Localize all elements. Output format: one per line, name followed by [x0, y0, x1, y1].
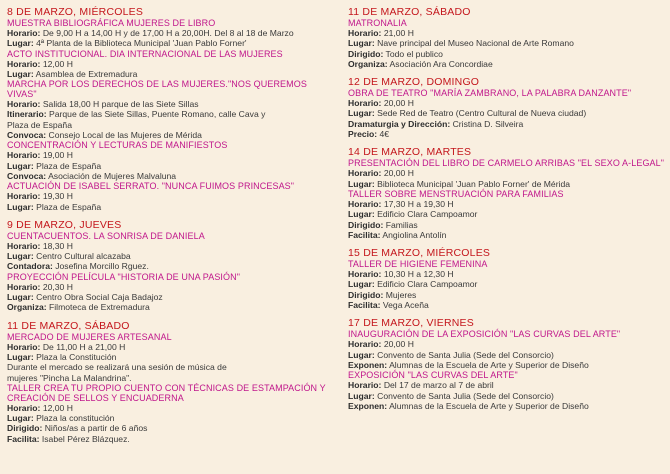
detail-value: 12,00 H — [40, 402, 73, 413]
event-detail-row — [348, 339, 666, 349]
detail-label: Itinerario: — [7, 109, 47, 120]
detail-label: Dramaturgia y Dirección: — [348, 118, 451, 129]
event-detail-row — [348, 401, 666, 411]
event-block — [7, 231, 337, 272]
detail-value: Plaza la Constitución — [33, 351, 117, 362]
event-detail-row — [7, 59, 337, 69]
detail-value: Cristina D. Silveira — [450, 118, 524, 129]
detail-value: Consejo Local de las Mujeres de Mérida — [46, 130, 202, 141]
detail-value: Filmoteca de Extremadura — [46, 302, 150, 313]
event-block — [7, 383, 337, 444]
event-title: MERCADO DE MUJERES ARTESANAL — [7, 331, 172, 342]
event-block — [7, 49, 337, 80]
detail-value: Parque de las Siete Sillas, Puente Romano, calle Cava y — [46, 109, 266, 120]
detail-value: Isabel Pérez Blázquez. — [39, 433, 130, 444]
detail-label: Exponen: — [348, 359, 388, 370]
event-detail-row — [7, 302, 337, 312]
detail-label: Exponen: — [348, 400, 388, 411]
detail-value: Del 17 de marzo al 7 de abril — [381, 380, 494, 391]
detail-value: Centro Obra Social Caja Badajoz — [33, 292, 163, 303]
detail-label: Lugar: — [348, 178, 375, 189]
event-detail-row — [7, 150, 337, 160]
detail-value: Asociación Ara Concordiae — [387, 58, 493, 69]
detail-label: Horario: — [7, 281, 41, 292]
detail-label: Horario: — [348, 198, 382, 209]
event-detail-row — [348, 300, 666, 310]
detail-label: Lugar: — [7, 38, 34, 49]
event-detail-row — [7, 403, 337, 413]
detail-value: 20,00 H — [381, 168, 414, 179]
event-detail-row — [7, 38, 337, 48]
event-detail-row — [348, 199, 666, 209]
event-title: MATRONALIA — [348, 18, 407, 28]
detail-value: 10,30 H a 12,30 H — [381, 269, 454, 280]
detail-value: Edificio Clara Campoamor — [374, 279, 478, 290]
event-title: TALLER SOBRE MENSTRUACIÓN PARA FAMILIAS — [348, 188, 564, 199]
day-section — [348, 6, 666, 69]
detail-label: Lugar: — [348, 349, 375, 360]
detail-value: 20,00 H — [381, 339, 414, 350]
day-date: 11 DE MARZO, SÁBADO — [7, 319, 130, 332]
event-title: OBRA DE TEATRO "MARÍA ZAMBRANO, LA PALABRA DANZANTE" — [348, 88, 632, 99]
event-detail-row — [348, 129, 666, 139]
event-detail-row — [7, 423, 337, 433]
event-detail-row — [348, 179, 666, 189]
event-title: CUENTACUENTOS. LA SONRISA DE DANIELA — [7, 230, 205, 241]
event-detail-row — [348, 230, 666, 240]
detail-label: Lugar: — [7, 251, 34, 262]
detail-value: Nave principal del Museo Nacional de Arte Romano — [374, 38, 574, 49]
detail-value: Durante el mercado se realizará una sesión de música de — [7, 362, 227, 373]
event-detail-row — [7, 161, 337, 171]
detail-value: Familias — [383, 219, 418, 230]
event-detail-row — [7, 99, 337, 109]
event-detail-row — [7, 28, 337, 38]
detail-label: Convoca: — [7, 130, 47, 141]
detail-label: Contadora: — [7, 261, 53, 272]
detail-value: 20,00 H — [381, 98, 414, 109]
detail-label: Lugar: — [7, 68, 34, 79]
detail-value: Josefina Morcillo Rguez. — [52, 261, 149, 272]
detail-label: Organiza: — [348, 58, 388, 69]
event-detail-row — [348, 279, 666, 289]
event-detail-row — [348, 350, 666, 360]
detail-value: 18,30 H — [40, 240, 73, 251]
detail-label: Lugar: — [7, 201, 34, 212]
event-detail-row — [7, 251, 337, 261]
detail-label: Horario: — [7, 341, 41, 352]
detail-label: Horario: — [7, 150, 41, 161]
day-date: 8 DE MARZO, MIÉRCOLES — [7, 6, 144, 18]
detail-value: Centro Cultural alcazaba — [33, 251, 131, 262]
detail-value: Sede Red de Teatro (Centro Cultural de Nueva ciudad) — [374, 108, 587, 119]
detail-label: Facilita: — [7, 433, 40, 444]
event-detail-row — [7, 69, 337, 79]
detail-label: Facilita: — [348, 229, 381, 240]
detail-value: Plaza de España — [33, 201, 102, 212]
detail-label: Horario: — [348, 339, 382, 350]
detail-value: 20,30 H — [40, 281, 73, 292]
detail-value: De 11,00 H a 21,00 H — [40, 341, 126, 352]
event-detail-row — [348, 168, 666, 178]
event-detail-row — [7, 191, 337, 201]
event-title: TALLER CREA TU PROPIO CUENTO CON TÉCNICAS DE ESTAMPACIÓN Y CREACIÓN DE SELLOS Y ENCUADERNA — [7, 382, 326, 403]
event-block — [348, 88, 666, 139]
event-detail-row — [348, 209, 666, 219]
detail-value: Plaza de España — [7, 119, 72, 130]
event-title: EXPOSICIÓN "LAS CURVAS DEL ARTE" — [348, 370, 518, 381]
event-title: TALLER DE HIGIENE FEMENINA — [348, 259, 488, 270]
detail-value: De 9,00 H a 14,00 H y de 17,00 H a 20,00H. Del 8 al 18 de Marzo — [40, 28, 294, 38]
detail-value: Asamblea de Extremadura — [33, 68, 138, 79]
event-detail-row — [7, 342, 337, 352]
detail-value: 19,30 H — [40, 191, 73, 202]
detail-label: Lugar: — [348, 390, 375, 401]
event-title: INAUGURACIÓN DE LA EXPOSICIÓN "LAS CURVAS DEL ARTE" — [348, 329, 621, 340]
event-detail-row — [348, 38, 666, 48]
detail-label: Dirigido: — [7, 423, 43, 434]
day-date: 11 DE MARZO, SÁBADO — [348, 6, 471, 18]
event-detail-row — [348, 49, 666, 59]
detail-label: Horario: — [348, 269, 382, 280]
right-column — [348, 6, 666, 418]
detail-label: Precio: — [348, 129, 378, 140]
detail-label: Horario: — [7, 191, 41, 202]
event-detail-row — [348, 119, 666, 129]
detail-value: Convento de Santa Julia (Sede del Consorcio) — [374, 349, 554, 360]
detail-value: 19,00 H — [40, 150, 73, 161]
detail-label: Lugar: — [7, 160, 34, 171]
detail-label: Horario: — [348, 28, 382, 38]
event-block — [348, 329, 666, 370]
detail-label: Dirigido: — [348, 289, 384, 300]
detail-value: Alumnas de la Escuela de Arte y Superior de Diseño — [387, 359, 589, 370]
detail-value: Biblioteca Municipal 'Juan Pablo Forner' de Mérida — [374, 178, 571, 189]
day-section — [348, 76, 666, 139]
event-title: MARCHA POR LOS DERECHOS DE LAS MUJERES."NOS QUEREMOS VIVAS" — [7, 79, 307, 100]
detail-label: Lugar: — [7, 292, 34, 303]
event-detail-row — [348, 98, 666, 108]
detail-value: Vega Aceña — [380, 300, 429, 311]
detail-label: Horario: — [348, 380, 382, 391]
event-block — [7, 332, 337, 383]
detail-label: Horario: — [348, 98, 382, 109]
event-title: PROYECCIÓN PELÍCULA "HISTORIA DE UNA PASIÓN" — [7, 271, 241, 282]
event-detail-row — [348, 290, 666, 300]
event-block — [348, 370, 666, 411]
left-column — [7, 6, 337, 451]
detail-value: Alumnas de la Escuela de Arte y Superior de Diseño — [387, 400, 589, 411]
event-detail-row — [7, 292, 337, 302]
day-date: 12 DE MARZO, DOMINGO — [348, 76, 480, 89]
event-detail-row — [348, 220, 666, 230]
event-title: ACTO INSTITUCIONAL. DIA INTERNACIONAL DE LAS MUJERES — [7, 48, 283, 59]
event-block — [7, 140, 337, 181]
detail-value: 17,30 H a 19,30 H — [381, 198, 454, 209]
event-detail-row — [7, 413, 337, 423]
event-detail-row — [7, 202, 337, 212]
day-date: 14 DE MARZO, MARTES — [348, 146, 472, 159]
event-detail-row — [7, 109, 337, 119]
event-block — [7, 181, 337, 212]
event-block — [348, 189, 666, 240]
detail-value: Todo el publico — [383, 48, 443, 59]
detail-label: Lugar: — [7, 413, 34, 424]
detail-label: Organiza: — [7, 302, 47, 313]
event-title: CONCENTRACIÓN Y LECTURAS DE MANIFIESTOS — [7, 140, 228, 151]
detail-label: Horario: — [348, 168, 382, 179]
detail-value: Plaza de España — [33, 160, 102, 171]
detail-value: Mujeres — [383, 289, 417, 300]
detail-label: Dirigido: — [348, 219, 384, 230]
detail-label: Lugar: — [348, 108, 375, 119]
day-date: 17 DE MARZO, VIERNES — [348, 317, 474, 330]
detail-value: Plaza la constitución — [33, 413, 115, 424]
day-date: 15 DE MARZO, MIÉRCOLES — [348, 247, 491, 260]
day-date: 9 DE MARZO, JUEVES — [7, 218, 122, 231]
day-section — [348, 247, 666, 310]
event-title: MUESTRA BIBLIOGRÁFICA MUJERES DE LIBRO — [7, 18, 216, 28]
event-detail-row — [348, 391, 666, 401]
event-detail-row — [7, 352, 337, 362]
event-detail-row — [7, 434, 337, 444]
event-block — [7, 79, 337, 140]
event-detail-row — [348, 59, 666, 69]
event-detail-row — [348, 28, 666, 38]
day-section — [348, 317, 666, 411]
detail-label: Lugar: — [348, 38, 375, 49]
event-detail-row — [7, 120, 337, 130]
detail-value: 12,00 H — [40, 58, 73, 69]
event-title: ACTUACIÓN DE ISABEL SERRATO. "NUNCA FUIMOS PRINCESAS" — [7, 181, 295, 192]
day-section — [348, 146, 666, 240]
event-detail-row — [348, 380, 666, 390]
detail-label: Horario: — [7, 99, 41, 110]
detail-value: Asociación de Mujeres Malvaluna — [46, 170, 177, 181]
detail-value: Angiolina Antolín — [380, 229, 447, 240]
event-detail-row — [7, 261, 337, 271]
detail-label: Lugar: — [7, 351, 34, 362]
event-detail-row — [348, 360, 666, 370]
detail-value: Edificio Clara Campoamor — [374, 209, 478, 220]
event-block — [348, 18, 666, 69]
detail-label: Horario: — [7, 240, 41, 251]
event-detail-row — [7, 282, 337, 292]
event-detail-row — [7, 373, 337, 383]
detail-label: Horario: — [7, 402, 41, 413]
detail-label: Dirigido: — [348, 48, 384, 59]
detail-value: 21,00 H — [381, 28, 414, 38]
day-section — [7, 320, 337, 444]
event-detail-row — [7, 362, 337, 372]
detail-value: mujeres "Pincha La Malandrina". — [7, 372, 132, 383]
detail-value: Convento de Santa Julia (Sede del Consorcio) — [374, 390, 554, 401]
detail-value: 4€ — [377, 129, 390, 140]
detail-label: Horario: — [7, 58, 41, 69]
detail-value: Salida 18,00 H parque de las Siete Sillas — [40, 99, 199, 110]
event-block — [348, 158, 666, 189]
detail-label: Lugar: — [348, 279, 375, 290]
detail-label: Lugar: — [348, 209, 375, 220]
event-block — [348, 259, 666, 310]
event-block — [7, 272, 337, 313]
detail-label: Horario: — [7, 28, 41, 38]
event-title: PRESENTACIÓN DEL LIBRO DE CARMELO ARRIBAS "EL SEXO A-LEGAL" — [348, 158, 665, 169]
event-detail-row — [7, 241, 337, 251]
detail-value: Niños/as a partir de 6 años — [42, 423, 148, 434]
event-detail-row — [348, 269, 666, 279]
event-detail-row — [7, 171, 337, 181]
event-detail-row — [7, 130, 337, 140]
day-section — [7, 219, 337, 313]
event-block — [7, 18, 337, 49]
event-detail-row — [348, 108, 666, 118]
detail-value: 4ª Planta de la Biblioteca Municipal 'Juan Pablo Forner' — [33, 38, 247, 49]
detail-label: Facilita: — [348, 300, 381, 311]
detail-label: Convoca: — [7, 170, 47, 181]
day-section — [7, 6, 337, 212]
